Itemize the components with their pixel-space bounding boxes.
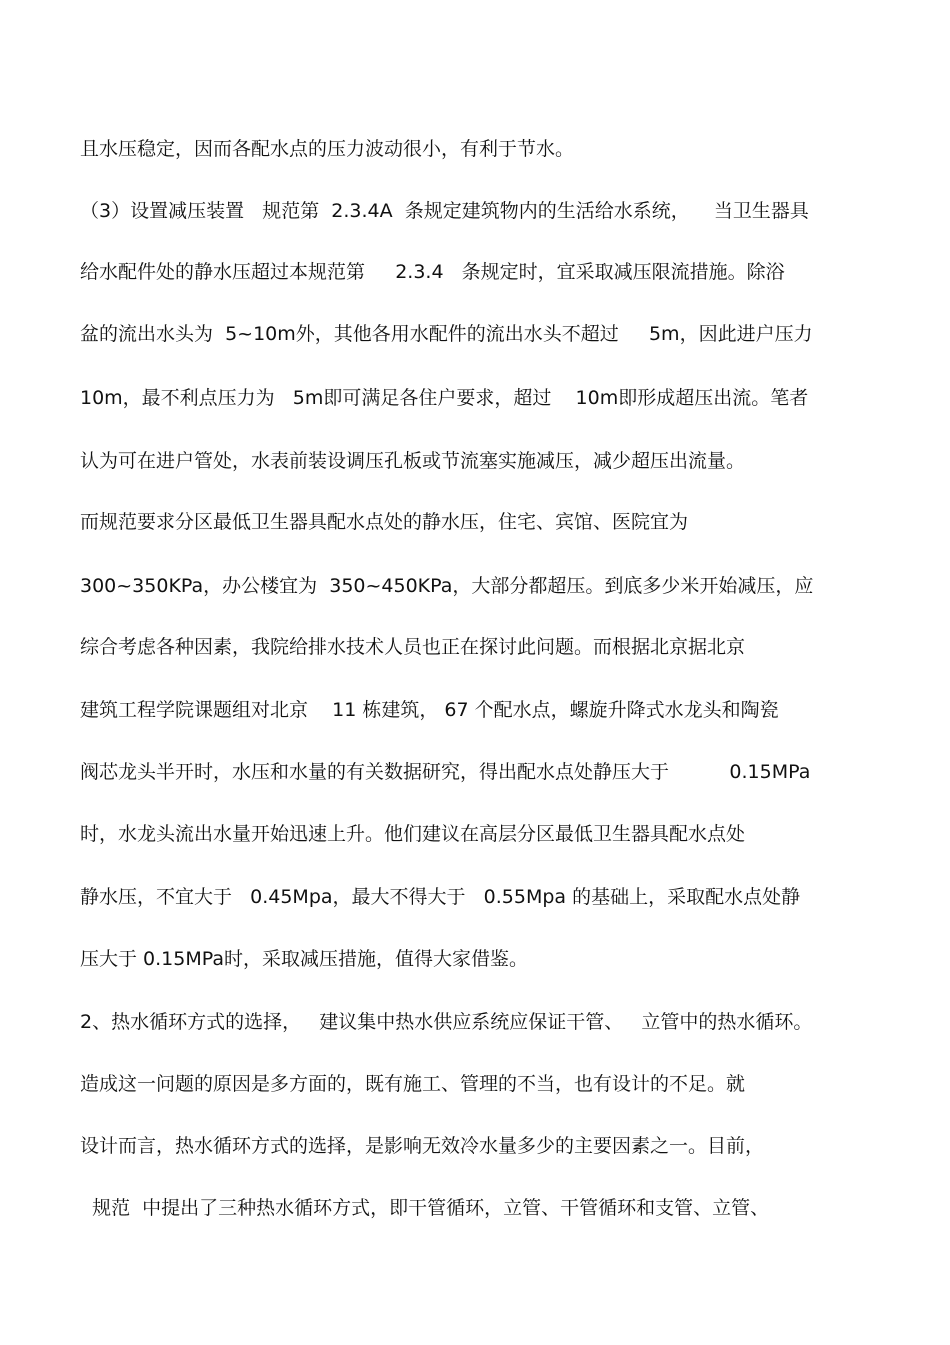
text-line-6: 认为可在进户管处，水表前装设调压孔板或节流塞实施减压，减少超压出流量。 (80, 450, 746, 472)
text-line-9: 综合考虑各种因素，我院给排水技术人员也正在探讨此问题。而根据北京据北京 (80, 636, 746, 658)
text-line-12: 时，水龙头流出水量开始迅速上升。他们建议在高层分区最低卫生器具配水点处 (80, 823, 746, 845)
text-line-13: 静水压，不宜大于 0.45Mpa，最大不得大于 0.55Mpa 的基础上，采取配水点处静 (80, 886, 801, 908)
text-line-16: 造成这一问题的原因是多方面的，既有施工、管理的不当，也有设计的不足。就 (80, 1073, 746, 1095)
text-line-2: （3）设置减压装置 规范第 2.3.4A 条规定建筑物内的生活给水系统， 当卫生器具 (80, 200, 809, 222)
text-line-5: 10m，最不利点压力为 5m即可满足各住户要求，超过 10m即形成超压出流。笔者 (80, 387, 809, 409)
text-line-15: 2、热水循环方式的选择， 建议集中热水供应系统应保证干管、 立管中的热水循环。 (80, 1011, 813, 1033)
text-line-4: 盆的流出水头为 5~10m外，其他各用水配件的流出水头不超过 5m，因此进户压力 (80, 323, 813, 345)
text-line-14: 压大于 0.15MPa时，采取减压措施，值得大家借鉴。 (80, 948, 528, 970)
text-line-7: 而规范要求分区最低卫生器具配水点处的静水压，住宅、宾馆、医院宜为 (80, 511, 689, 533)
text-line-11: 阀芯龙头半开时，水压和水量的有关数据研究，得出配水点处静压大于 0.15MPa (80, 761, 811, 783)
text-line-1: 且水压稳定，因而各配水点的压力波动很小，有利于节水。 (80, 138, 575, 160)
text-line-10: 建筑工程学院课题组对北京 11 栋建筑， 67 个配水点，螺旋升降式水龙头和陶瓷 (80, 699, 779, 721)
text-line-18: 规范 中提出了三种热水循环方式，即干管循环，立管、干管循环和支管、立管、 (80, 1197, 770, 1219)
text-line-3: 给水配件处的静水压超过本规范第 2.3.4 条规定时，宜采取减压限流措施。除浴 (80, 261, 785, 283)
text-line-17: 设计而言，热水循环方式的选择，是影响无效冷水量多少的主要因素之一。目前， (80, 1135, 765, 1157)
text-line-8: 300~350KPa，办公楼宜为 350~450KPa，大部分都超压。到底多少米开始减压，应 (80, 575, 814, 597)
